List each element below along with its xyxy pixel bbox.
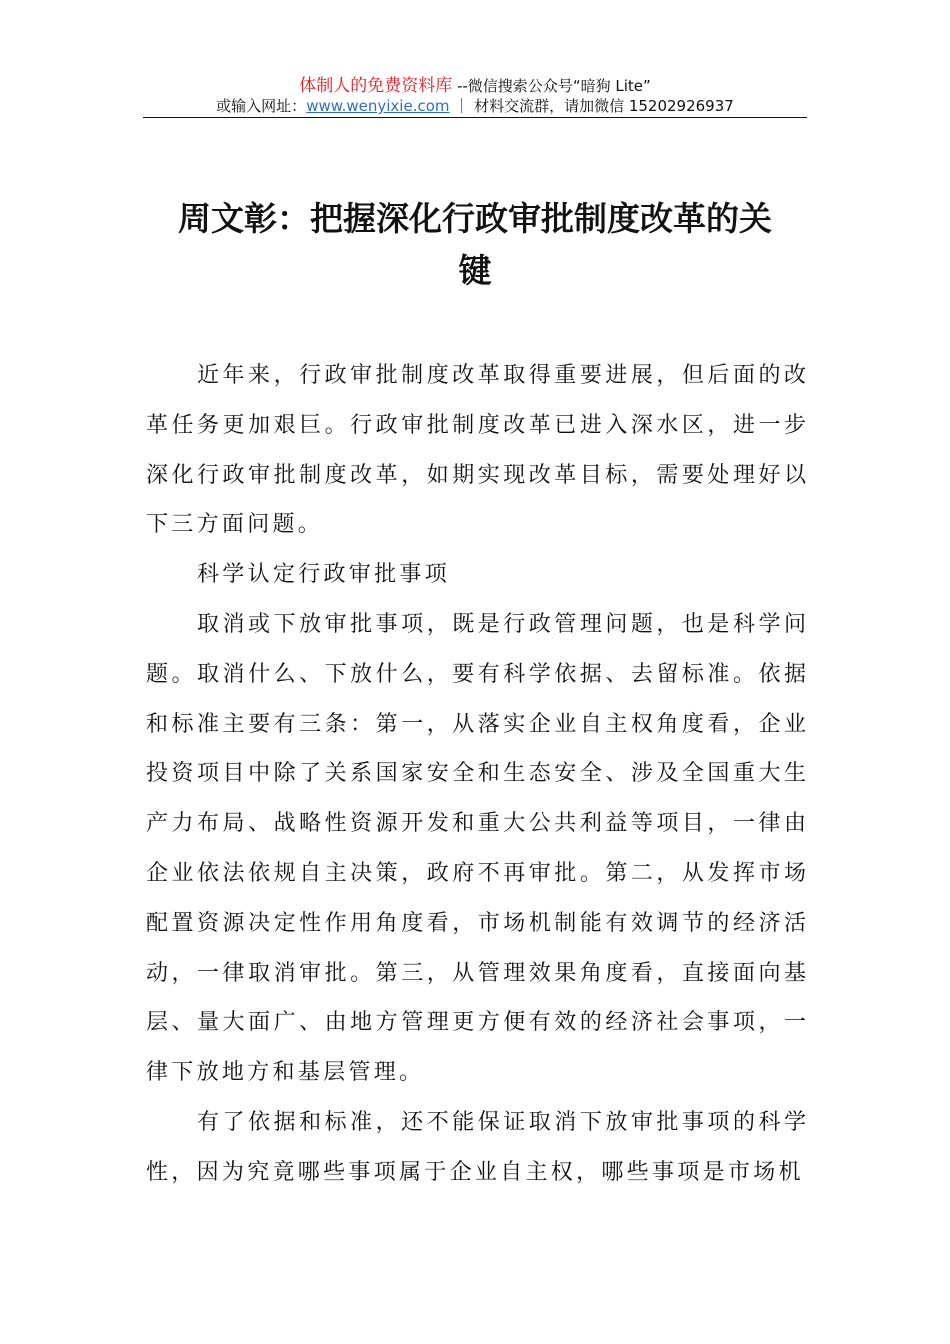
brand-name: 体制人的免费资料库 xyxy=(299,76,453,96)
text-line: 取消或下放审批事项，既是行政管理问题，也是科学问 xyxy=(197,611,806,637)
separator: ｜ xyxy=(449,97,475,115)
header-line-2 xyxy=(0,95,950,116)
text-line: 深化行政审批制度改革，如期实现改革目标，需要处理好以 xyxy=(146,462,806,488)
paragraph xyxy=(146,1104,806,1204)
text-line: 题。取消什么、下放什么，要有科学依据、去留标准。依据 xyxy=(146,661,806,687)
text-line: 近年来，行政审批制度改革取得重要进展，但后面的改 xyxy=(197,363,806,388)
document-body xyxy=(146,357,806,1204)
paragraph xyxy=(146,357,806,556)
header-divider xyxy=(143,117,807,118)
text-line: 性，因为究竟哪些事项属于企业自主权，哪些事项是市场机 xyxy=(146,1159,804,1185)
header-line-1 xyxy=(0,71,950,96)
document-title xyxy=(150,193,800,297)
title-line: 周文彰：把握深化行政审批制度改革的关 xyxy=(178,199,772,238)
title-line: 键 xyxy=(458,251,492,290)
paragraph xyxy=(146,556,806,606)
text-line: 企业依法依规自主决策，政府不再审批。第二，从发挥市场 xyxy=(146,860,806,886)
url-prefix: 或输入网址： xyxy=(216,97,307,115)
paragraph xyxy=(146,606,806,1104)
contact-info: 材料交流群，请加微信 15202926937 xyxy=(474,97,734,115)
text-line: 科学认定行政审批事项 xyxy=(197,562,451,588)
search-hint: --微信搜索公众号“暗狗 Lite” xyxy=(452,77,651,95)
text-line: 产力布局、战略性资源开发和重大公共利益等项目，一律由 xyxy=(146,811,806,837)
text-line: 有了依据和标准，还不能保证取消下放审批事项的科学 xyxy=(197,1109,806,1135)
website-link[interactable]: www.wenyixie.com xyxy=(306,97,450,115)
text-line: 层、量大面广、由地方管理更方便有效的经济社会事项，一 xyxy=(146,1010,806,1036)
text-line: 动，一律取消审批。第三，从管理效果角度看，直接面向基 xyxy=(146,960,806,986)
text-line: 下三方面问题。 xyxy=(146,512,324,538)
text-line: 和标准主要有三条：第一，从落实企业自主权角度看，企业 xyxy=(146,711,806,737)
text-line: 投资项目中除了关系国家安全和生态安全、涉及全国重大生 xyxy=(146,761,806,787)
text-line: 律下放地方和基层管理。 xyxy=(146,1060,425,1086)
text-line: 革任务更加艰巨。行政审批制度改革已进入深水区，进一步 xyxy=(146,412,806,438)
text-line: 配置资源决定性作用角度看，市场机制能有效调节的经济活 xyxy=(146,910,806,936)
